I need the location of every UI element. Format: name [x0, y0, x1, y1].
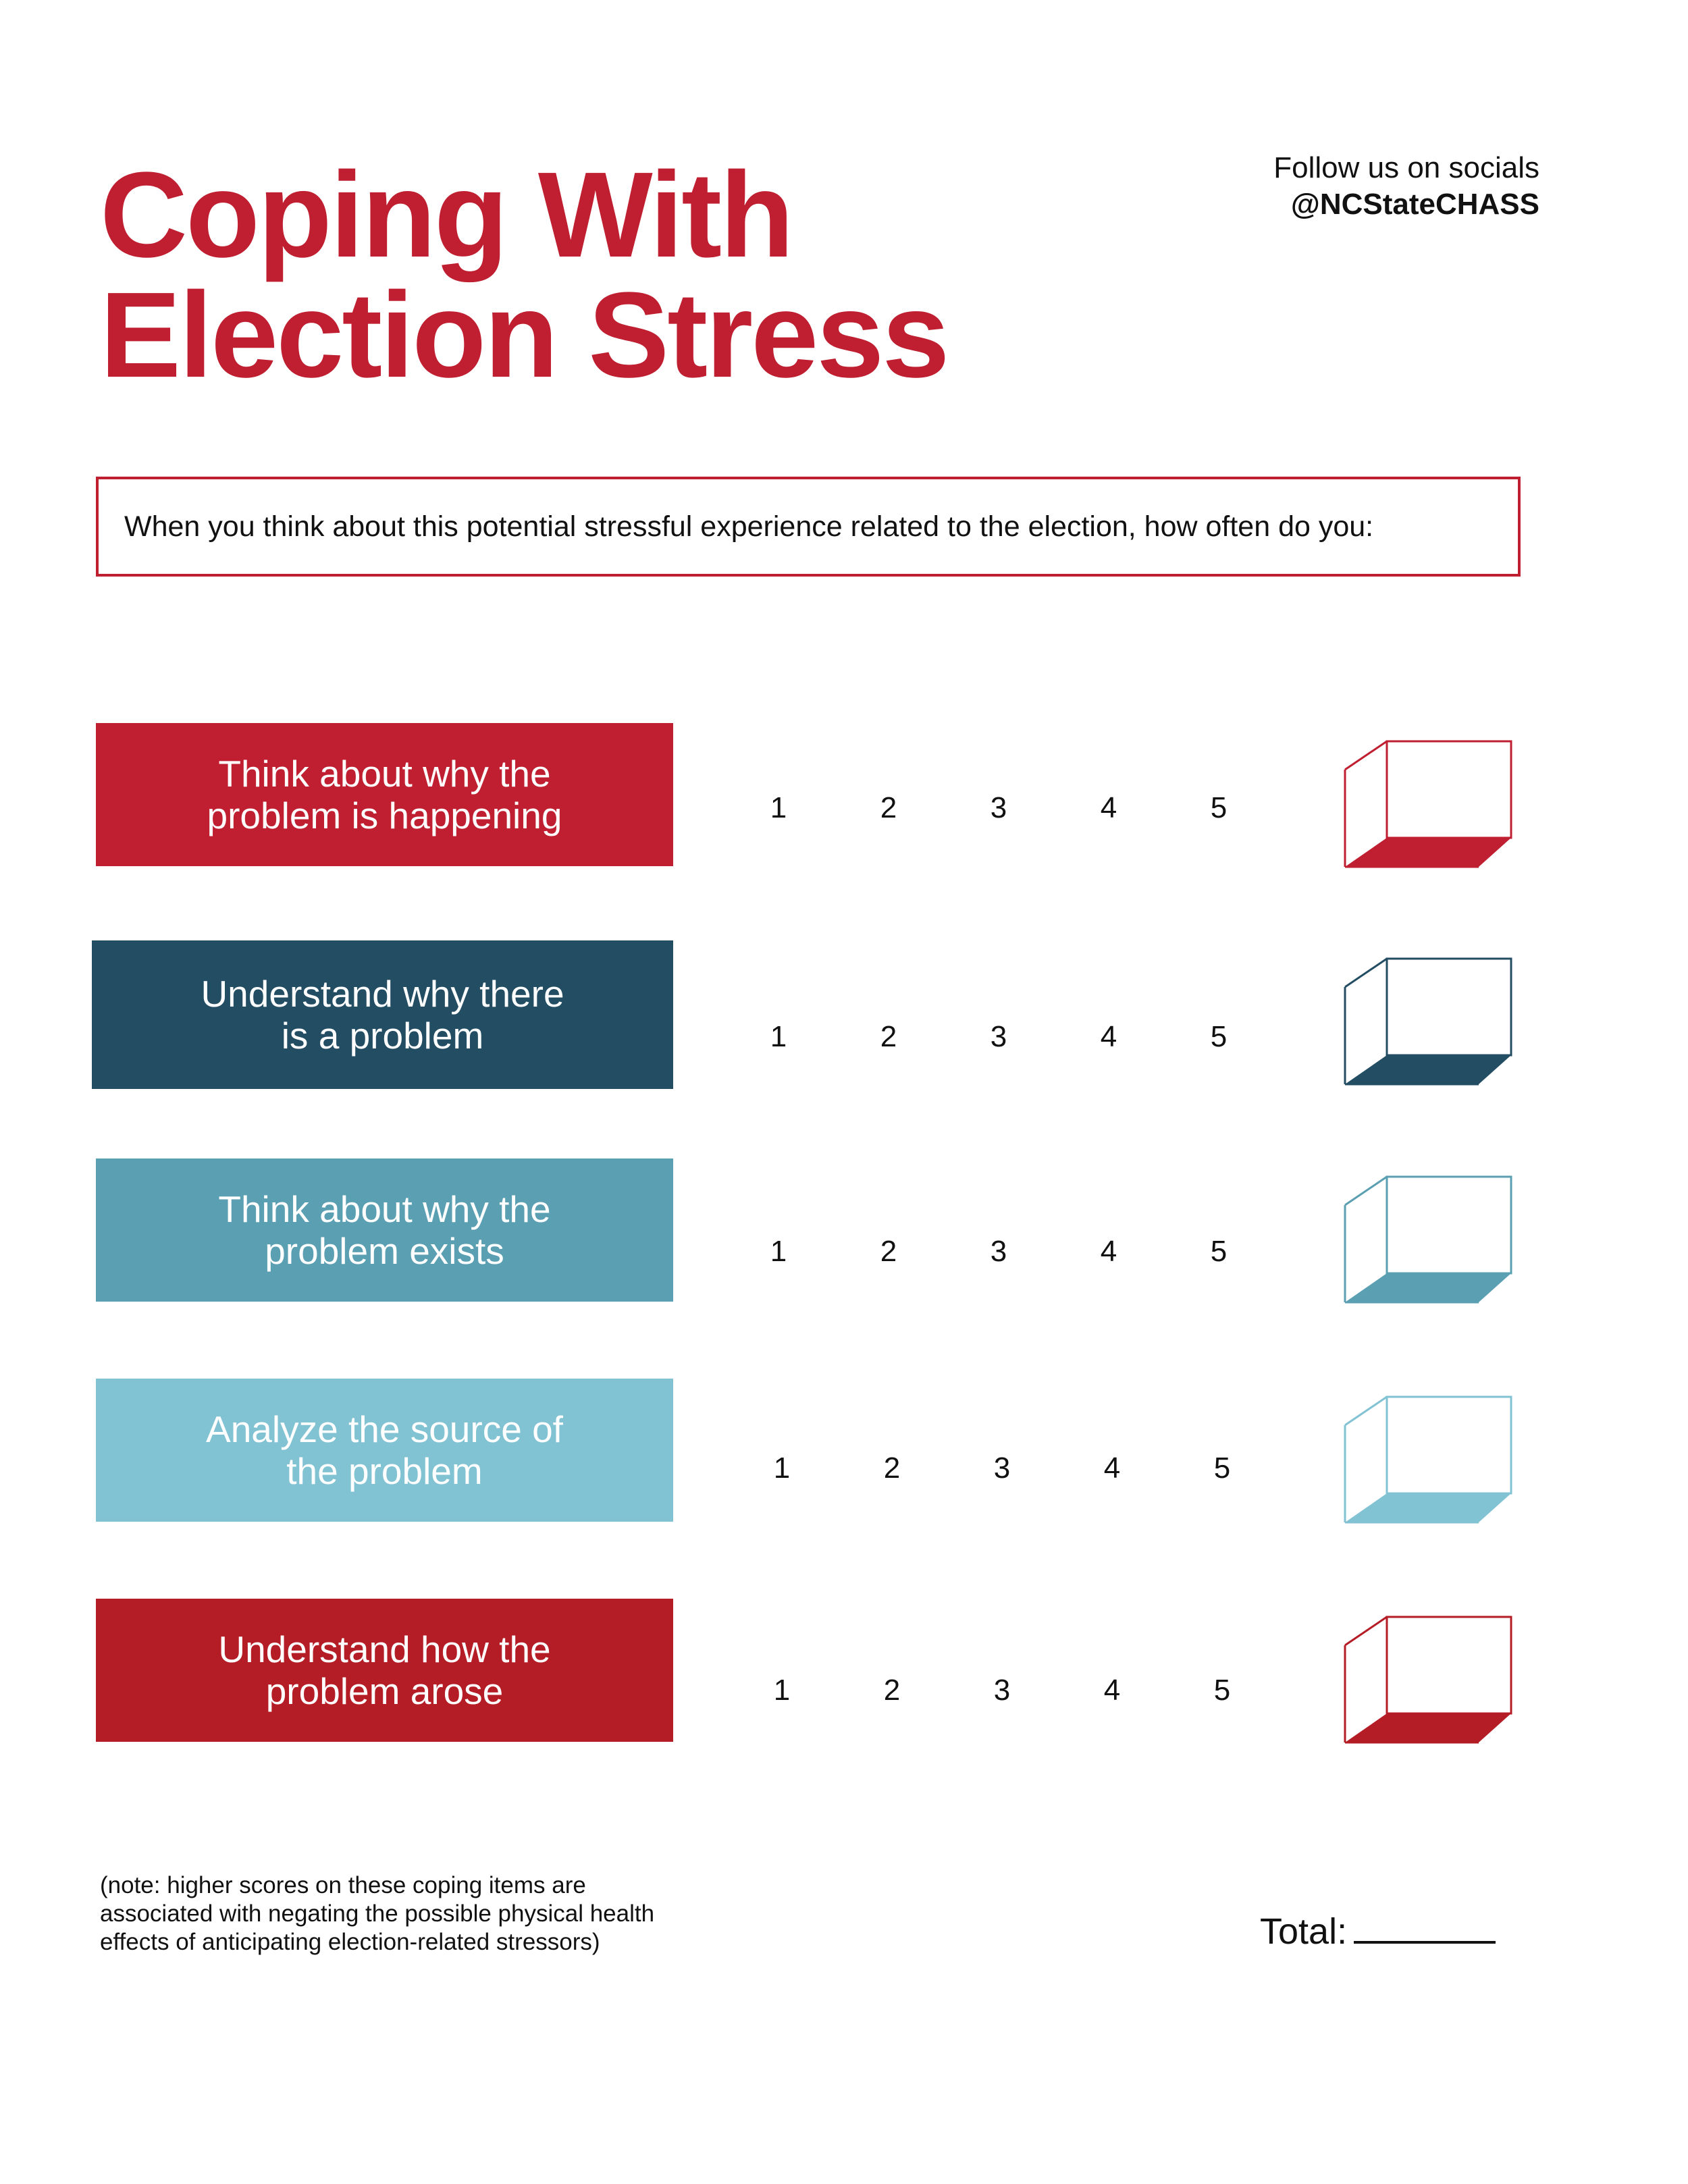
item-3-option-1[interactable]: 1 — [770, 1235, 787, 1268]
score-box-floor — [1345, 838, 1511, 867]
item-1-option-4[interactable]: 4 — [1100, 791, 1117, 824]
score-box-edge — [1345, 1177, 1387, 1205]
item-1-line-2: problem is happening — [207, 795, 562, 836]
score-box-edge — [1345, 1617, 1387, 1645]
item-box-2 — [92, 940, 673, 1089]
title-line-2: Election Stress — [100, 267, 948, 403]
item-4-option-2[interactable]: 2 — [883, 1451, 901, 1485]
item-2-line-1: Understand why there — [201, 973, 564, 1015]
item-4-option-1[interactable]: 1 — [773, 1451, 791, 1485]
title-line-1: Coping With — [100, 147, 793, 283]
item-4-score-box[interactable] — [1342, 1391, 1518, 1526]
item-3-line-2: problem exists — [265, 1230, 504, 1272]
footnote-line-2: associated with negating the possible physical health — [100, 1900, 655, 1927]
item-box-4 — [96, 1379, 673, 1522]
item-1-option-3[interactable]: 3 — [990, 791, 1007, 824]
item-1-score-box[interactable] — [1342, 736, 1518, 871]
item-box-1 — [96, 723, 673, 866]
item-4-option-3[interactable]: 3 — [993, 1451, 1011, 1485]
socials-label: Follow us on socials — [1273, 151, 1539, 184]
item-4-line-1: Analyze the source of — [206, 1408, 563, 1450]
item-2-option-4[interactable]: 4 — [1100, 1020, 1117, 1053]
prompt-box — [96, 477, 1521, 577]
item-5-line-2: problem arose — [265, 1670, 504, 1712]
item-5-option-1[interactable]: 1 — [773, 1674, 791, 1707]
total-blank-line[interactable] — [1354, 1941, 1496, 1944]
item-2-score-box[interactable] — [1342, 953, 1518, 1088]
item-5-option-2[interactable]: 2 — [883, 1674, 901, 1707]
item-1-option-5[interactable]: 5 — [1210, 791, 1228, 824]
item-5-option-4[interactable]: 4 — [1103, 1674, 1121, 1707]
item-4-option-4[interactable]: 4 — [1103, 1451, 1121, 1485]
total-label: Total: — [1260, 1911, 1348, 1952]
score-box-edge — [1345, 959, 1387, 987]
item-3-option-3[interactable]: 3 — [990, 1235, 1007, 1268]
item-2-option-1[interactable]: 1 — [770, 1020, 787, 1053]
score-box-edge — [1345, 1397, 1387, 1425]
item-3-score-box[interactable] — [1342, 1171, 1518, 1306]
score-box-floor — [1345, 1055, 1511, 1084]
item-1-option-2[interactable]: 2 — [880, 791, 897, 824]
item-2-option-5[interactable]: 5 — [1210, 1020, 1228, 1053]
item-2-option-3[interactable]: 3 — [990, 1020, 1007, 1053]
score-box-back — [1387, 741, 1511, 838]
item-2-line-2: is a problem — [281, 1015, 484, 1057]
item-4-line-2: the problem — [286, 1450, 483, 1492]
item-5-line-1: Understand how the — [218, 1628, 551, 1670]
item-3-option-5[interactable]: 5 — [1210, 1235, 1228, 1268]
item-5-option-3[interactable]: 3 — [993, 1674, 1011, 1707]
score-box-back — [1387, 959, 1511, 1055]
score-box-edge — [1345, 741, 1387, 770]
socials-handle[interactable]: @NCStateCHASS — [1290, 188, 1539, 221]
item-2-option-2[interactable]: 2 — [880, 1020, 897, 1053]
item-box-3 — [96, 1158, 673, 1302]
score-box-back — [1387, 1177, 1511, 1273]
item-3-option-4[interactable]: 4 — [1100, 1235, 1117, 1268]
socials-block — [1273, 150, 1539, 223]
footnote — [100, 1871, 654, 1956]
total-field — [1260, 1911, 1496, 1952]
footnote-line-3: effects of anticipating election-related stressors) — [100, 1929, 600, 1955]
score-box-floor — [1345, 1273, 1511, 1302]
score-box-floor — [1345, 1493, 1511, 1522]
score-box-back — [1387, 1397, 1511, 1493]
item-3-option-2[interactable]: 2 — [880, 1235, 897, 1268]
item-5-option-5[interactable]: 5 — [1213, 1674, 1231, 1707]
item-4-option-5[interactable]: 5 — [1213, 1451, 1231, 1485]
item-box-5 — [96, 1599, 673, 1742]
item-1-option-1[interactable]: 1 — [770, 791, 787, 824]
item-3-line-1: Think about why the — [218, 1188, 551, 1230]
score-box-back — [1387, 1617, 1511, 1713]
item-1-line-1: Think about why the — [218, 753, 551, 795]
item-5-score-box[interactable] — [1342, 1612, 1518, 1747]
page-title — [100, 147, 948, 403]
footnote-line-1: (note: higher scores on these coping items are — [100, 1872, 586, 1898]
score-box-floor — [1345, 1713, 1511, 1742]
prompt-text: When you think about this potential stressful experience related to the election, how often do you: — [124, 510, 1374, 543]
